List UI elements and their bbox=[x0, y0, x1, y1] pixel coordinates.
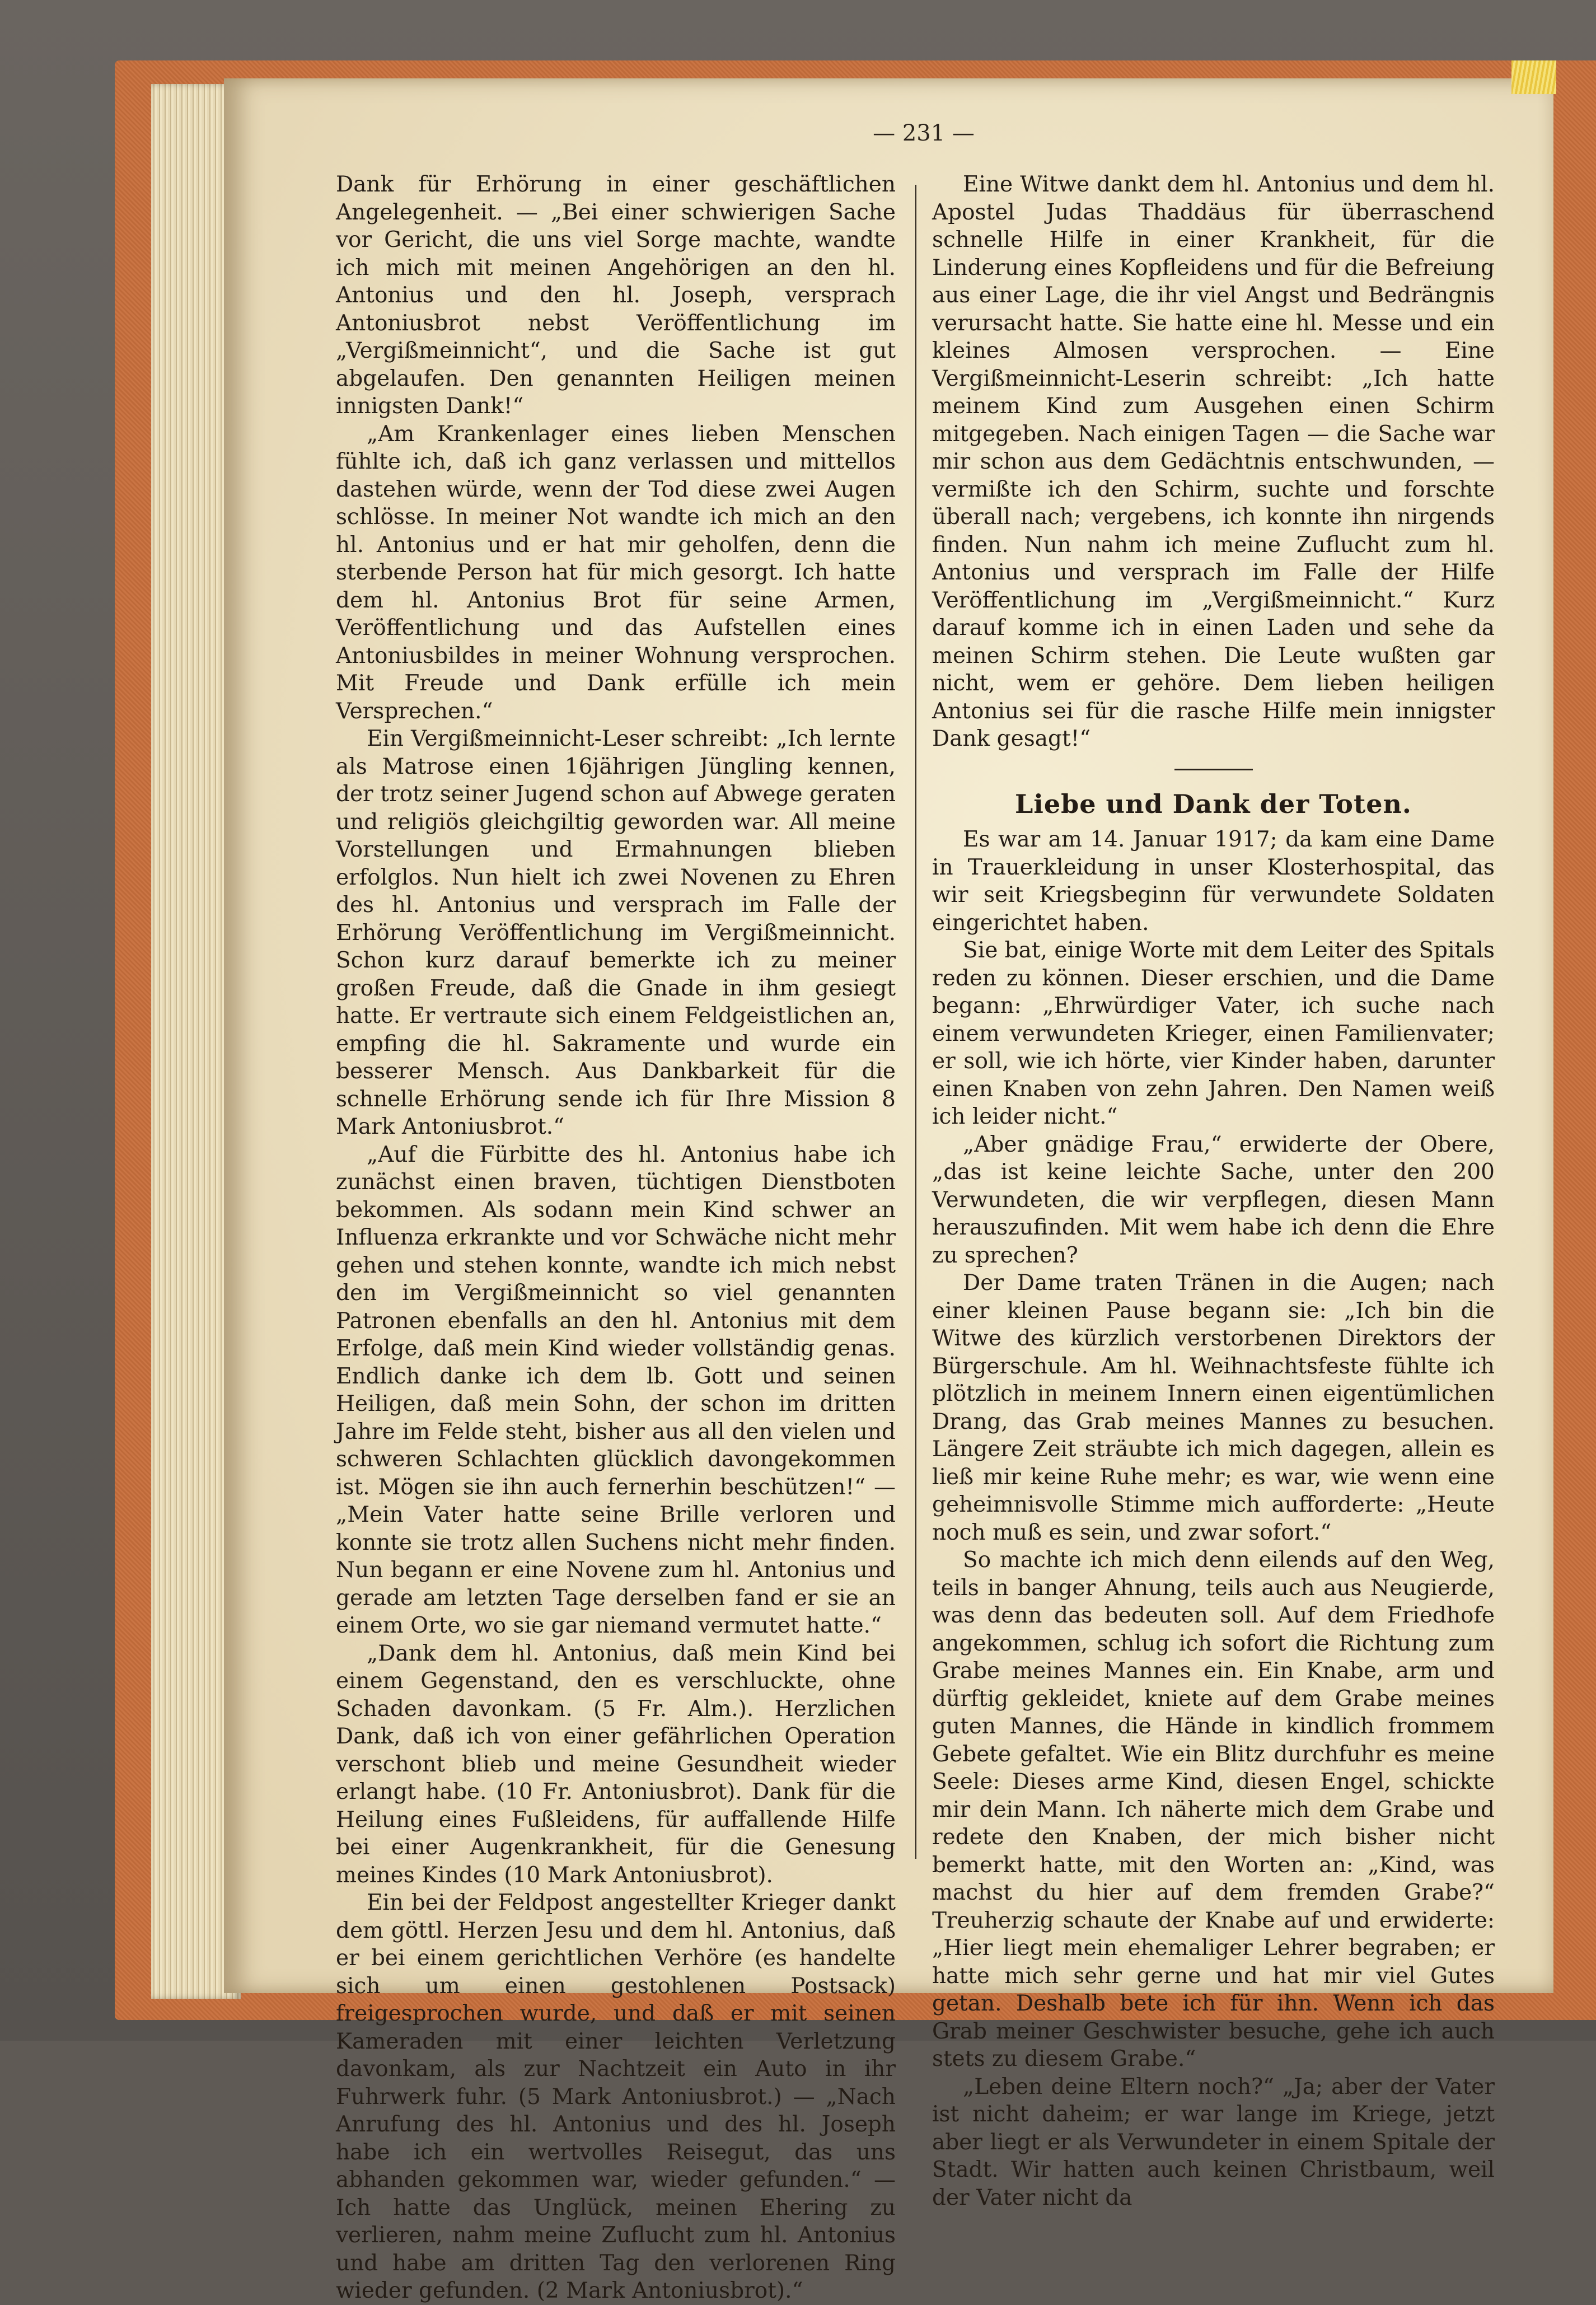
paragraph: „Auf die Fürbitte des hl. Antonius habe ich zunächst einen braven, tüchtigen Dienstboten bekommen. Als sodann mein Kind schwer an Influenza erkrankte und vor Schwäche nicht mehr gehen und stehen konnte, wandte ich mich nebst den im Vergißmeinnicht so viel genannten Patronen ebenfalls an den hl. Antonius mit dem Erfolge, daß mein Kind wieder vollständig genas. Endlich danke ich dem lb. Gott und seinen Heiligen, daß mein Sohn, der schon im dritten Jahre im Felde steht, bisher aus all den vielen und schweren Schlachten glücklich davongekommen ist. Mögen sie ihn auch fernerhin beschützen!“ — „Mein Vater hatte seine Brille verloren und konnte sie trotz allen Suchens nicht mehr finden. Nun begann er eine Novene zum hl. Antonius und gerade am letzten Tage derselben fand er sie an einem Orte, wo sie gar niemand vermutet hatte.“ bbox=[336, 1142, 896, 1638]
paragraph: Ein Vergißmeinnicht-Leser schreibt: „Ich lernte als Matrose einen 16jährigen Jüngling kennen, der trotz seiner Jugend schon auf Abwege geraten und religiös gleichgiltig geworden war. All meine Vorstellungen und Ermahnungen blieben erfolglos. Nun hielt ich zwei Novenen zu Ehren des hl. Antonius und versprach im Falle der Erhörung Veröffentlichung im Vergißmeinnicht. Schon kurz darauf bemerkte ich zu meiner großen Freude, daß die Gnade in ihm gesiegt hatte. Er vertraute sich einem Feldgeistlichen an, empfing die hl. Sakramente und wurde ein besserer Mensch. Aus Dankbarkeit für die schnelle Erhörung sende ich für Ihre Mission 8 Mark Antoniusbrot.“ bbox=[336, 726, 896, 1139]
paragraph: „Am Krankenlager eines lieben Menschen fühlte ich, daß ich ganz verlassen und mittellos dastehen würde, wenn der Tod diese zwei Augen schlösse. In meiner Not wandte ich mich an den hl. Antonius und er hat mir geholfen, denn die sterbende Person hat für mich gesorgt. Ich hatte dem hl. Antonius Brot für seine Armen, Veröffentlichung und das Aufstellen eines Antoniusbildes in meiner Wohnung versprochen. Mit Freude und Dank erfülle ich mein Versprechen.“ bbox=[336, 421, 896, 724]
paragraph: Der Dame traten Tränen in die Augen; nach einer kleinen Pause begann sie: „Ich bin die Witwe des kürzlich verstorbenen Direktors der Bürgerschule. Am hl. Weihnachtsfeste fühlte ich plötzlich in meinem Innern einen eigentümlichen Drang, das Grab meines Mannes zu besuchen. Längere Zeit sträubte ich mich dagegen, allein es ließ mir keine Ruhe mehr; es war, wie wenn eine geheimnisvolle Stimme mich aufforderte: „Heute noch muß es sein, und zwar sofort.“ bbox=[932, 1270, 1495, 1545]
paragraph: Ein bei der Feldpost angestellter Krieger dankt dem göttl. Herzen Jesu und dem hl. Antonius, daß er bei einem gerichtlichen Verhöre (es handelte sich um einen gestohlenen Postsack) freigesprochen wurde, und daß er mit seinen Kameraden mit einer leichten Verletzung davonkam, als zur Nachtzeit ein Auto in ihr Fuhrwerk fuhr. (5 Mark Antoniusbrot.) — „Nach Anrufung des hl. Antonius und des hl. Joseph habe ich ein wertvolles Reisegut, das uns abhanden gekommen war, wieder gefunden.“ — Ich hatte das Unglück, meinen Ehering zu verlieren, nahm meine Zuflucht zum hl. Antonius und habe am dritten Tag den verlorenen Ring wieder gefunden. (2 Mark Antoniusbrot).“ bbox=[336, 1890, 896, 2303]
bookmark-ribbon bbox=[1511, 60, 1556, 94]
paragraph: „Aber gnädige Frau,“ erwiderte der Obere, „das ist keine leichte Sache, unter den 200 Verwundeten, die wir verpflegen, diesen Mann herauszufinden. Mit wem habe ich denn die Ehre zu sprechen? bbox=[932, 1132, 1495, 1268]
section-heading: Liebe und Dank der Toten. bbox=[1015, 788, 1412, 819]
column-divider bbox=[915, 185, 916, 1859]
paragraph: Es war am 14. Januar 1917; da kam eine Dame in Trauerkleidung in unser Klosterhospital, das wir seit Kriegsbeginn für verwundete Soldaten eingerichtet haben. bbox=[932, 827, 1495, 936]
section-rule bbox=[1174, 769, 1253, 770]
paragraph: Eine Witwe dankt dem hl. Antonius und dem hl. Apostel Judas Thaddäus für überraschend schnelle Hilfe in einer Krankheit, für die Linderung eines Kopfleidens und für die Befreiung aus einer Lage, die ihr viel Angst und Bedrängnis verursacht hatte. Sie hatte eine hl. Messe und ein kleines Almosen versprochen. — Eine Vergißmeinnicht-Leserin schreibt: „Ich hatte meinem Kind zum Ausgehen einen Schirm mitgegeben. Nach einigen Tagen — die Sache war mir schon aus dem Gedächtnis entschwunden, — vermißte ich den Schirm, suchte und forschte überall nach; vergebens, ich konnte ihn nirgends finden. Nun nahm ich meine Zuflucht zum hl. Antonius und versprach im Falle der Hilfe Veröffentlichung im „Vergißmeinnicht.“ Kurz darauf komme ich in einen Laden und sehe da meinen Schirm stehen. Die Leute wußten gar nicht, wem er gehöre. Dem lieben heiligen Antonius sei für die rasche Hilfe mein innigster Dank gesagt!“ bbox=[932, 172, 1495, 751]
paragraph: So machte ich mich denn eilends auf den Weg, teils in banger Ahnung, teils auch aus Neugierde, was denn das bedeuten soll. Auf dem Friedhofe angekommen, schlug ich sofort die Richtung zum Grabe meines Mannes ein. Ein Knabe, arm und dürftig gekleidet, kniete auf dem Grabe meines guten Mannes, die Hände in kindlich frommem Gebete gefaltet. Wie ein Blitz durchfuhr es meine Seele: Dieses arme Kind, diesen Engel, schickte mir dein Mann. Ich näherte mich dem Grabe und redete den Knaben, der mich bisher nicht bemerkt hatte, mit den Worten an: „Kind, was machst du hier auf dem fremden Grabe?“ Treuherzig schaute der Knabe auf und erwiderte: „Hier liegt mein ehemaliger Lehrer begraben; er hatte mich sehr gerne und hat mir viel Gutes getan. Deshalb bete ich für ihn. Wenn ich das Grab meiner Geschwister besuche, gehe ich auch stets zu diesem Grabe.“ bbox=[932, 1547, 1495, 2072]
paragraph: Dank für Erhörung in einer geschäftlichen Angelegenheit. — „Bei einer schwierigen Sache vor Gericht, die uns viel Sorge machte, wandte ich mich mit meinen Angehörigen an den hl. Antonius und den hl. Joseph, versprach Antoniusbrot nebst Veröffentlichung im „Vergißmeinnicht“, und die Sache ist gut abgelaufen. Den genannten Heiligen meinen innigsten Dank!“ bbox=[336, 172, 896, 419]
right-column bbox=[932, 171, 1495, 2210]
left-column bbox=[336, 171, 896, 2303]
paragraph: „Dank dem hl. Antonius, daß mein Kind bei einem Gegenstand, den es verschluckte, ohne Schaden davonkam. (5 Fr. Alm.). Herzlichen Dank, daß ich von einer gefährlichen Operation verschont blieb und meine Gesundheit wieder erlangt habe. (10 Fr. Antoniusbrot). Dank für die Heilung eines Fußleidens, für auffallende Hilfe bei einer Augenkrankheit, für die Genesung meines Kindes (10 Mark Antoniusbrot). bbox=[336, 1640, 896, 1888]
paragraph: Sie bat, einige Worte mit dem Leiter des Spitals reden zu können. Dieser erschien, und die Dame begann: „Ehrwürdiger Vater, ich suche nach einem verwundeten Krieger, einen Familienvater; er soll, wie ich hörte, vier Kinder haben, darunter einen Knaben von zehn Jahren. Den Namen weiß ich leider nicht.“ bbox=[932, 938, 1495, 1129]
page-number: — 231 — bbox=[873, 120, 975, 146]
paragraph: „Leben deine Eltern noch?“ „Ja; aber der Vater ist nicht daheim; er war lange im Kriege, jetzt aber liegt er als Verwundeter in einem Spitale der Stadt. Wir hatten auch keinen Christbaum, weil der Vater nicht da bbox=[932, 2074, 1495, 2210]
